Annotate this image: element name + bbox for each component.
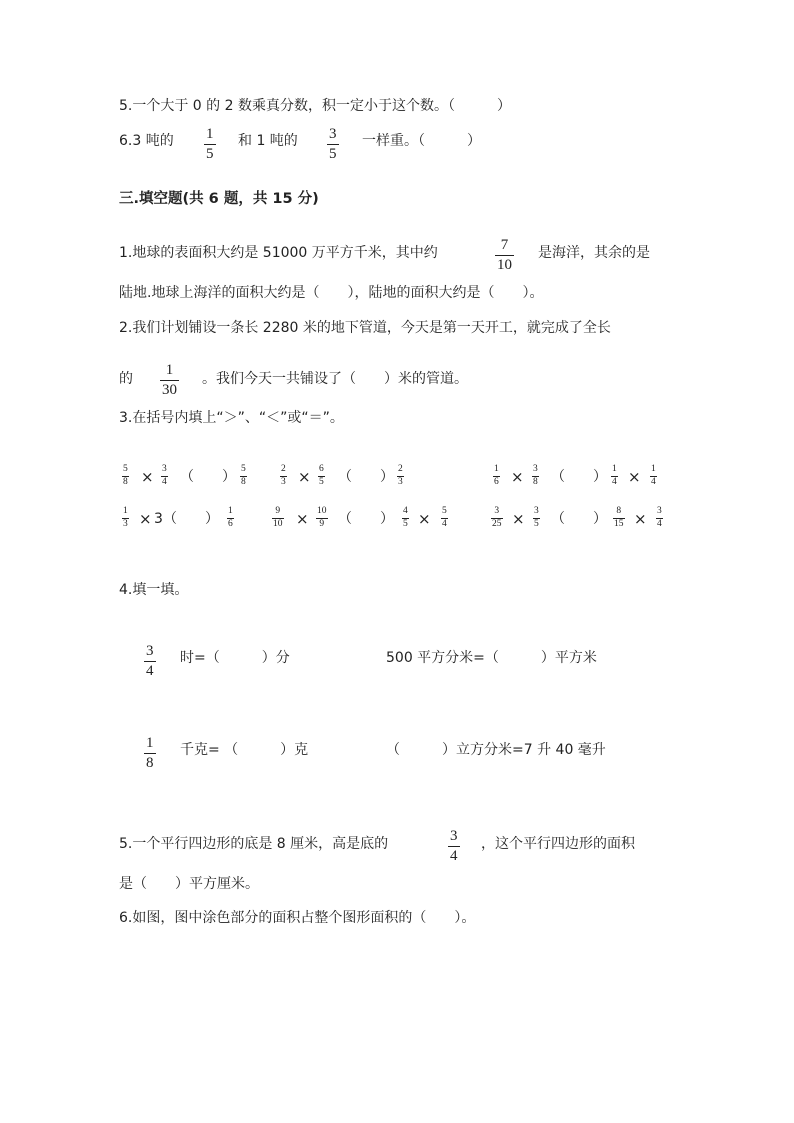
q4-item4: （ ）立方分米=7 升 40 毫升 (386, 742, 606, 758)
q2-suffix: 。我们今天一共铺设了（ ）米的管道。 (202, 371, 468, 387)
fraction: 1 4 (651, 464, 656, 487)
fraction: 1 4 (612, 464, 617, 487)
fraction: 8 15 (614, 506, 624, 529)
times-sign: × (418, 510, 431, 528)
comparison-blank[interactable]: （ ） (338, 469, 394, 485)
q5-part2: ，这个平行四边形的面积 (481, 836, 635, 852)
fraction: 3 25 (492, 506, 502, 529)
fraction: 9 10 (273, 506, 283, 529)
judge-question-6-mid: 和 1 吨的 (238, 133, 298, 149)
fraction-3-5: 3 5 (329, 126, 337, 162)
fraction: 5 8 (123, 464, 128, 487)
times-sign: × (634, 510, 647, 528)
section-title: 三.填空题(共 6 题，共 15 分) (119, 191, 319, 207)
fraction: 4 5 (403, 506, 408, 529)
q1-line2: 陆地.地球上海洋的面积大约是（ ），陆地的面积大约是（ ）。 (119, 285, 544, 301)
q2-line1: 2.我们计划铺设一条长 2280 米的地下管道，今天是第一天开工，就完成了全长 (119, 320, 611, 336)
q5-part1: 5.一个平行四边形的底是 8 厘米，高是底的 (119, 836, 389, 852)
comparison-blank[interactable]: （ ） (163, 511, 219, 527)
fraction: 3 4 (657, 506, 662, 529)
fraction: 1 6 (494, 464, 499, 487)
fraction-1-8: 1 8 (146, 735, 154, 771)
number-three: 3 (154, 511, 163, 527)
fraction: 6 5 (319, 464, 324, 487)
q3-title: 3.在括号内填上“＞”、“＜”或“＝”。 (119, 410, 344, 426)
judge-question-6-suffix: 一样重。（ ） (362, 133, 481, 149)
comparison-blank[interactable]: （ ） (551, 511, 607, 527)
comparison-blank[interactable]: （ ） (338, 511, 394, 527)
comparison-blank[interactable]: （ ） (180, 469, 236, 485)
fraction-1-5: 1 5 (206, 126, 214, 162)
fraction: 2 3 (398, 464, 403, 487)
judge-question-6-prefix: 6.3 吨的 (119, 133, 174, 149)
times-sign: × (512, 510, 525, 528)
times-sign: × (296, 510, 309, 528)
q1-part2: 是海洋，其余的是 (538, 245, 650, 261)
fraction: 3 8 (533, 464, 538, 487)
fraction: 10 9 (317, 506, 327, 529)
q4-item1: 时=（ ）分 (180, 650, 290, 666)
comparison-blank[interactable]: （ ） (551, 469, 607, 485)
fraction-1-30: 1 30 (162, 362, 177, 398)
times-sign: × (298, 468, 311, 486)
fraction: 3 4 (162, 464, 167, 487)
times-sign: × (141, 468, 154, 486)
times-sign: × (139, 510, 152, 528)
fraction: 3 5 (534, 506, 539, 529)
judge-question-5: 5.一个大于 0 的 2 数乘真分数，积一定小于这个数。（ ） (119, 98, 511, 114)
q4-item2: 500 平方分米=（ ）平方米 (386, 650, 597, 666)
fraction: 5 4 (442, 506, 447, 529)
q2-prefix: 的 (119, 371, 133, 387)
q1-part1: 1.地球的表面积大约是 51000 万平方千米，其中约 (119, 245, 438, 261)
fraction: 1 3 (123, 506, 128, 529)
fraction: 2 3 (281, 464, 286, 487)
q5-line2: 是（ ）平方厘米。 (119, 876, 259, 892)
q6-text: 6.如图，图中涂色部分的面积占整个图形面积的（ ）。 (119, 910, 476, 926)
fraction: 5 8 (241, 464, 246, 487)
q4-item3: 千克= （ ）克 (180, 742, 309, 758)
times-sign: × (628, 468, 641, 486)
fraction-3-4: 3 4 (450, 828, 458, 864)
q4-title: 4.填一填。 (119, 582, 189, 598)
fraction-3-4: 3 4 (146, 643, 154, 679)
fraction: 1 6 (228, 506, 233, 529)
fraction-7-10: 7 10 (497, 237, 512, 273)
times-sign: × (511, 468, 524, 486)
